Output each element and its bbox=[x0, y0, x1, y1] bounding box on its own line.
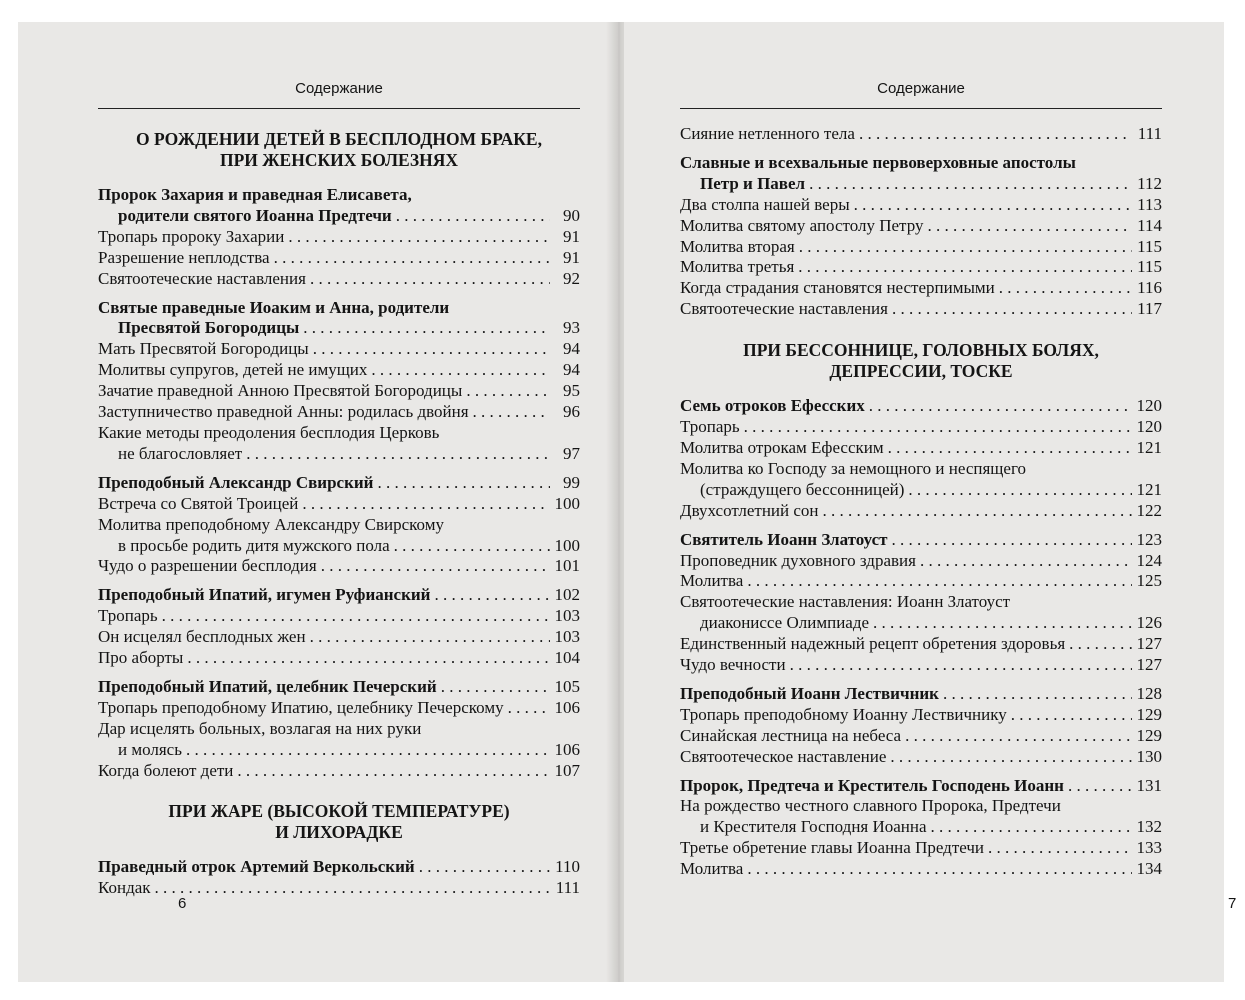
toc-page-number: 132 bbox=[1136, 817, 1162, 837]
toc-page-number: 127 bbox=[1136, 655, 1162, 675]
dot-leader bbox=[274, 248, 550, 269]
toc-page-number: 94 bbox=[563, 360, 580, 380]
toc-entry-title: родители святого Иоанна Предтечи bbox=[118, 205, 392, 225]
toc-entry-title: Проповедник духовного здравия bbox=[680, 550, 916, 570]
toc-entry-title: Пророк Захария и праведная Елисавета, bbox=[98, 185, 412, 204]
toc-entry-title: Два столпа нашей веры bbox=[680, 194, 850, 214]
toc-page-number: 130 bbox=[1136, 746, 1162, 766]
toc-entry[interactable] bbox=[98, 606, 580, 627]
toc-chapter-entry[interactable] bbox=[680, 530, 1162, 551]
toc-entry-title: в просьбе родить дитя мужского пола bbox=[118, 535, 390, 555]
toc-entry-title: Молитва святому апостолу Петру bbox=[680, 215, 924, 235]
toc-page-number: 96 bbox=[563, 402, 580, 422]
toc-entry[interactable] bbox=[680, 592, 1162, 634]
toc-page-number: 124 bbox=[1136, 550, 1162, 570]
dot-leader bbox=[744, 417, 1132, 438]
toc-page-number: 95 bbox=[563, 381, 580, 401]
toc-entry-title: Святоотеческие наставления bbox=[680, 299, 888, 319]
toc-page-number: 115 bbox=[1137, 236, 1162, 256]
running-head: Содержание bbox=[877, 80, 965, 97]
toc-entry[interactable] bbox=[98, 515, 580, 557]
toc-page-number: 122 bbox=[1136, 500, 1162, 520]
toc-entry[interactable] bbox=[98, 227, 580, 248]
toc-entry-title: Молитва третья bbox=[680, 257, 795, 277]
toc-entry-title: Единственный надежный рецепт обретения здоровья bbox=[680, 634, 1066, 654]
dot-leader bbox=[823, 501, 1132, 522]
toc-entry[interactable] bbox=[680, 417, 1162, 438]
toc-entry[interactable] bbox=[680, 838, 1162, 859]
toc-chapter-entry[interactable] bbox=[98, 857, 580, 878]
dot-leader bbox=[187, 648, 550, 669]
dot-leader bbox=[1068, 776, 1132, 797]
toc-entry-title: Святые праведные Иоаким и Анна, родители bbox=[98, 297, 450, 317]
dot-leader bbox=[302, 494, 550, 515]
toc-page-number: 111 bbox=[1137, 124, 1162, 143]
toc-entry-title: Третье обретение главы Иоанна Предтечи bbox=[680, 838, 985, 858]
toc-entry[interactable] bbox=[680, 796, 1162, 838]
right-page bbox=[624, 22, 1237, 982]
dot-leader bbox=[310, 269, 550, 290]
toc-page-number: 116 bbox=[1137, 278, 1162, 298]
toc-entry[interactable] bbox=[680, 859, 1162, 880]
dot-leader bbox=[859, 124, 1132, 145]
toc-entry-title: Преподобный Ипатий, целебник Печерский bbox=[98, 676, 437, 696]
section-heading-line: И ЛИХОРАДКЕ bbox=[275, 822, 403, 843]
dot-leader bbox=[1069, 634, 1132, 655]
toc-page-number: 107 bbox=[554, 760, 580, 780]
toc-entry[interactable] bbox=[680, 278, 1162, 299]
toc-entry-title: На рождество честного славного Пророка, Предтечи bbox=[680, 796, 1061, 816]
dot-leader bbox=[508, 698, 550, 719]
toc-list bbox=[680, 124, 1162, 880]
dot-leader bbox=[927, 216, 1132, 237]
toc-chapter-entry[interactable] bbox=[98, 677, 580, 698]
toc-chapter-entry[interactable] bbox=[680, 396, 1162, 417]
toc-entry[interactable] bbox=[98, 627, 580, 648]
dot-leader bbox=[321, 556, 550, 577]
dot-leader bbox=[186, 740, 550, 761]
toc-entry-title: Сияние нетленного тела bbox=[680, 124, 855, 143]
section-heading bbox=[680, 340, 1162, 382]
dot-leader bbox=[873, 613, 1132, 634]
toc-entry-title: Петр и Павел bbox=[700, 173, 806, 193]
dot-leader bbox=[809, 174, 1132, 195]
toc-page-number: 123 bbox=[1136, 529, 1162, 549]
toc-entry[interactable] bbox=[98, 248, 580, 269]
toc-entry-title: Святоотеческое наставление bbox=[680, 746, 887, 766]
dot-leader bbox=[237, 761, 550, 782]
toc-page-number: 103 bbox=[554, 606, 580, 626]
toc-page-number: 126 bbox=[1136, 613, 1162, 633]
toc-page-number: 90 bbox=[563, 205, 580, 225]
toc-page-number: 127 bbox=[1136, 634, 1162, 654]
toc-page-number: 105 bbox=[554, 676, 580, 696]
dot-leader bbox=[943, 684, 1132, 705]
toc-entry[interactable] bbox=[680, 124, 1162, 145]
dot-leader bbox=[854, 195, 1132, 216]
toc-page-number: 112 bbox=[1137, 173, 1162, 193]
toc-entry-title: и Крестителя Господня Иоанна bbox=[700, 817, 927, 837]
toc-entry-title: Двухсотлетний сон bbox=[680, 500, 819, 520]
toc-entry[interactable] bbox=[680, 705, 1162, 726]
toc-page-number: 117 bbox=[1137, 299, 1162, 319]
toc-chapter-entry[interactable] bbox=[680, 153, 1162, 195]
section-heading bbox=[98, 801, 580, 843]
toc-page-number: 111 bbox=[555, 878, 580, 898]
toc-entry[interactable] bbox=[680, 655, 1162, 676]
dot-leader bbox=[747, 859, 1132, 880]
toc-page-number: 106 bbox=[554, 739, 580, 759]
toc-entry[interactable] bbox=[680, 501, 1162, 522]
dot-leader bbox=[869, 396, 1132, 417]
dot-leader bbox=[999, 278, 1132, 299]
running-head: Содержание bbox=[295, 80, 383, 97]
toc-entry-title: Преподобный Иоанн Лествичник bbox=[680, 683, 939, 703]
dot-leader bbox=[747, 571, 1132, 592]
toc-entry-title: и молясь bbox=[118, 739, 182, 759]
toc-entry[interactable] bbox=[98, 269, 580, 290]
toc-page-number: 129 bbox=[1136, 704, 1162, 724]
toc-page-number: 102 bbox=[554, 585, 580, 605]
dot-leader bbox=[313, 339, 550, 360]
toc-entry-title: Славные и всехвальные первоверховные апостолы bbox=[680, 152, 1076, 172]
toc-entry-title: Синайская лестница на небеса bbox=[680, 725, 902, 745]
toc-list bbox=[98, 124, 580, 899]
page-number: 7 bbox=[1228, 895, 1237, 912]
page-number: 6 bbox=[178, 895, 187, 912]
toc-entry-title: Преподобный Ипатий, игумен Руфианский bbox=[98, 585, 431, 605]
toc-entry[interactable] bbox=[680, 237, 1162, 258]
toc-entry[interactable] bbox=[98, 339, 580, 360]
toc-page-number: 92 bbox=[563, 268, 580, 288]
dot-leader bbox=[246, 444, 550, 465]
toc-page-number: 114 bbox=[1137, 215, 1162, 235]
toc-page-number: 97 bbox=[563, 443, 580, 463]
toc-page-number: 100 bbox=[554, 535, 580, 555]
dot-leader bbox=[798, 257, 1132, 278]
toc-entry[interactable] bbox=[98, 698, 580, 719]
section-heading-line: ПРИ ЖЕНСКИХ БОЛЕЗНЯХ bbox=[219, 150, 459, 170]
toc-entry-title: Зачатие праведной Анною Пресвятой Богородицы bbox=[98, 381, 463, 401]
toc-entry[interactable] bbox=[680, 459, 1162, 501]
toc-chapter-entry[interactable] bbox=[680, 684, 1162, 705]
toc-page-number: 129 bbox=[1136, 725, 1162, 745]
toc-entry-title: Преподобный Александр Свирский bbox=[98, 472, 374, 492]
toc-entry[interactable] bbox=[680, 438, 1162, 459]
toc-entry-title: Чудо о разрешении бесплодия bbox=[98, 556, 317, 576]
toc-entry[interactable] bbox=[680, 747, 1162, 768]
dot-leader bbox=[892, 299, 1132, 320]
dot-leader bbox=[419, 857, 550, 878]
toc-page-number: 106 bbox=[554, 697, 580, 717]
toc-entry-title: Тропарь преподобному Ипатию, целебнику Печерскому bbox=[98, 697, 504, 717]
toc-entry-title: Святитель Иоанн Златоуст bbox=[680, 529, 888, 549]
toc-entry[interactable] bbox=[98, 648, 580, 669]
dot-leader bbox=[394, 536, 550, 557]
toc-entry-title: Молитва ко Господу за немощного и неспящего bbox=[680, 458, 1026, 478]
toc-page-number: 94 bbox=[563, 339, 580, 359]
dot-leader bbox=[377, 473, 550, 494]
toc-chapter-entry[interactable] bbox=[98, 298, 580, 340]
toc-chapter-entry[interactable] bbox=[98, 185, 580, 227]
toc-page-number: 121 bbox=[1136, 437, 1162, 457]
toc-entry-title: Пресвятой Богородицы bbox=[118, 318, 300, 338]
toc-page-number: 120 bbox=[1136, 396, 1162, 416]
toc-entry-title: Про аборты bbox=[98, 648, 184, 668]
dot-leader bbox=[434, 585, 550, 606]
dot-leader bbox=[920, 551, 1132, 572]
toc-chapter-entry[interactable] bbox=[98, 585, 580, 606]
toc-entry[interactable] bbox=[98, 556, 580, 577]
toc-entry-title: Пророк, Предтеча и Креститель Господень Иоанн bbox=[680, 775, 1064, 795]
toc-entry-title: Семь отроков Ефесских bbox=[680, 396, 865, 416]
toc-page-number: 101 bbox=[554, 556, 580, 576]
dot-leader bbox=[988, 838, 1132, 859]
toc-page-number: 115 bbox=[1137, 257, 1162, 277]
toc-page-number: 104 bbox=[554, 648, 580, 668]
toc-entry[interactable] bbox=[98, 423, 580, 465]
toc-entry-title: Встреча со Святой Троицей bbox=[98, 493, 299, 513]
toc-entry-title: Праведный отрок Артемий Веркольский bbox=[98, 857, 415, 877]
toc-entry-title: Когда болеют дети bbox=[98, 760, 234, 780]
header-rule bbox=[98, 108, 580, 109]
section-heading bbox=[98, 129, 580, 171]
toc-entry-title: Молитва bbox=[680, 859, 744, 879]
toc-page-number: 113 bbox=[1137, 194, 1162, 214]
toc-entry-title: Молитва bbox=[680, 571, 744, 591]
section-heading-line: ДЕПРЕССИИ, ТОСКЕ bbox=[829, 361, 1013, 382]
toc-entry[interactable] bbox=[98, 761, 580, 782]
toc-entry[interactable] bbox=[98, 381, 580, 402]
toc-page-number: 128 bbox=[1136, 683, 1162, 703]
section-heading-line: ПРИ БЕССОННИЦЕ, ГОЛОВНЫХ БОЛЯХ, bbox=[743, 340, 1099, 361]
toc-page-number: 110 bbox=[555, 857, 580, 877]
toc-chapter-entry[interactable] bbox=[98, 473, 580, 494]
toc-page-number: 100 bbox=[554, 493, 580, 513]
toc-page-number: 99 bbox=[563, 472, 580, 492]
dot-leader bbox=[892, 530, 1132, 551]
toc-entry-title: Тропарь пророку Захарии bbox=[98, 226, 285, 246]
dot-leader bbox=[888, 438, 1132, 459]
dot-leader bbox=[1011, 705, 1132, 726]
dot-leader bbox=[310, 627, 550, 648]
toc-entry[interactable] bbox=[98, 494, 580, 515]
dot-leader bbox=[931, 817, 1132, 838]
toc-entry-title: Он исцелял бесплодных жен bbox=[98, 627, 306, 647]
toc-page-number: 121 bbox=[1136, 479, 1162, 499]
dot-leader bbox=[371, 360, 550, 381]
toc-entry[interactable] bbox=[98, 878, 580, 899]
toc-entry[interactable] bbox=[98, 719, 580, 761]
dot-leader bbox=[155, 878, 550, 899]
toc-entry[interactable] bbox=[98, 402, 580, 423]
toc-page-number: 131 bbox=[1136, 775, 1162, 795]
dot-leader bbox=[799, 237, 1132, 258]
toc-page-number: 103 bbox=[554, 627, 580, 647]
dot-leader bbox=[303, 318, 550, 339]
toc-entry[interactable] bbox=[680, 571, 1162, 592]
toc-entry-title: Какие методы преодоления бесплодия Церковь bbox=[98, 422, 440, 442]
dot-leader bbox=[890, 747, 1132, 768]
toc-entry-title: не благословляет bbox=[118, 443, 243, 463]
toc-entry[interactable] bbox=[98, 360, 580, 381]
section-heading-line: ПРИ ЖАРЕ (ВЫСОКОЙ ТЕМПЕРАТУРЕ) bbox=[168, 801, 510, 822]
toc-entry-title: Молитва вторая bbox=[680, 236, 795, 256]
toc-entry[interactable] bbox=[680, 257, 1162, 278]
dot-leader bbox=[466, 381, 550, 402]
toc-page-number: 91 bbox=[563, 226, 580, 246]
left-page bbox=[18, 22, 614, 982]
toc-chapter-entry[interactable] bbox=[680, 776, 1162, 797]
toc-entry-title: Чудо вечности bbox=[680, 655, 786, 675]
toc-entry-title: Мать Пресвятой Богородицы bbox=[98, 339, 309, 359]
header-rule bbox=[680, 108, 1162, 109]
dot-leader bbox=[908, 480, 1132, 501]
toc-page-number: 133 bbox=[1136, 838, 1162, 858]
dot-leader bbox=[905, 726, 1132, 747]
toc-entry-title: диакониссе Олимпиаде bbox=[700, 613, 870, 633]
toc-entry-title: Когда страдания становятся нестерпимыми bbox=[680, 278, 995, 298]
toc-entry-title: (страждущего бессонницей) bbox=[700, 479, 905, 499]
toc-page-number: 93 bbox=[563, 318, 580, 338]
toc-entry-title: Святоотеческие наставления: Иоанн Златоуст bbox=[680, 592, 1011, 612]
toc-page-number: 91 bbox=[563, 247, 580, 267]
toc-entry[interactable] bbox=[680, 634, 1162, 655]
section-heading-line: О РОЖДЕНИИ ДЕТЕЙ В БЕСПЛОДНОМ БРАКЕ, bbox=[136, 129, 542, 149]
toc-entry-title: Молитвы супругов, детей не имущих bbox=[98, 360, 368, 380]
toc-page-number: 134 bbox=[1136, 859, 1162, 879]
dot-leader bbox=[473, 402, 550, 423]
dot-leader bbox=[396, 206, 550, 227]
toc-entry-title: Молитва преподобному Александру Свирскому bbox=[98, 514, 444, 534]
toc-entry[interactable] bbox=[680, 299, 1162, 320]
dot-leader bbox=[288, 227, 550, 248]
toc-entry-title: Святоотеческие наставления bbox=[98, 268, 306, 288]
toc-entry-title: Дар исцелять больных, возлагая на них руки bbox=[98, 718, 422, 738]
toc-entry-title: Тропарь преподобному Иоанну Лествичнику bbox=[680, 704, 1007, 724]
dot-leader bbox=[441, 677, 550, 698]
toc-entry[interactable] bbox=[680, 216, 1162, 237]
toc-entry[interactable] bbox=[680, 195, 1162, 216]
toc-entry-title: Молитва отрокам Ефесским bbox=[680, 437, 884, 457]
toc-entry-title: Тропарь bbox=[98, 606, 158, 626]
dot-leader bbox=[790, 655, 1132, 676]
toc-entry[interactable] bbox=[680, 551, 1162, 572]
toc-page-number: 125 bbox=[1136, 571, 1162, 591]
toc-entry-title: Разрешение неплодства bbox=[98, 247, 270, 267]
toc-entry-title: Заступничество праведной Анны: родилась двойня bbox=[98, 402, 469, 422]
toc-page-number: 120 bbox=[1136, 417, 1162, 437]
toc-entry-title: Тропарь bbox=[680, 417, 740, 437]
dot-leader bbox=[162, 606, 550, 627]
toc-entry-title: Кондак bbox=[98, 878, 151, 898]
toc-entry[interactable] bbox=[680, 726, 1162, 747]
